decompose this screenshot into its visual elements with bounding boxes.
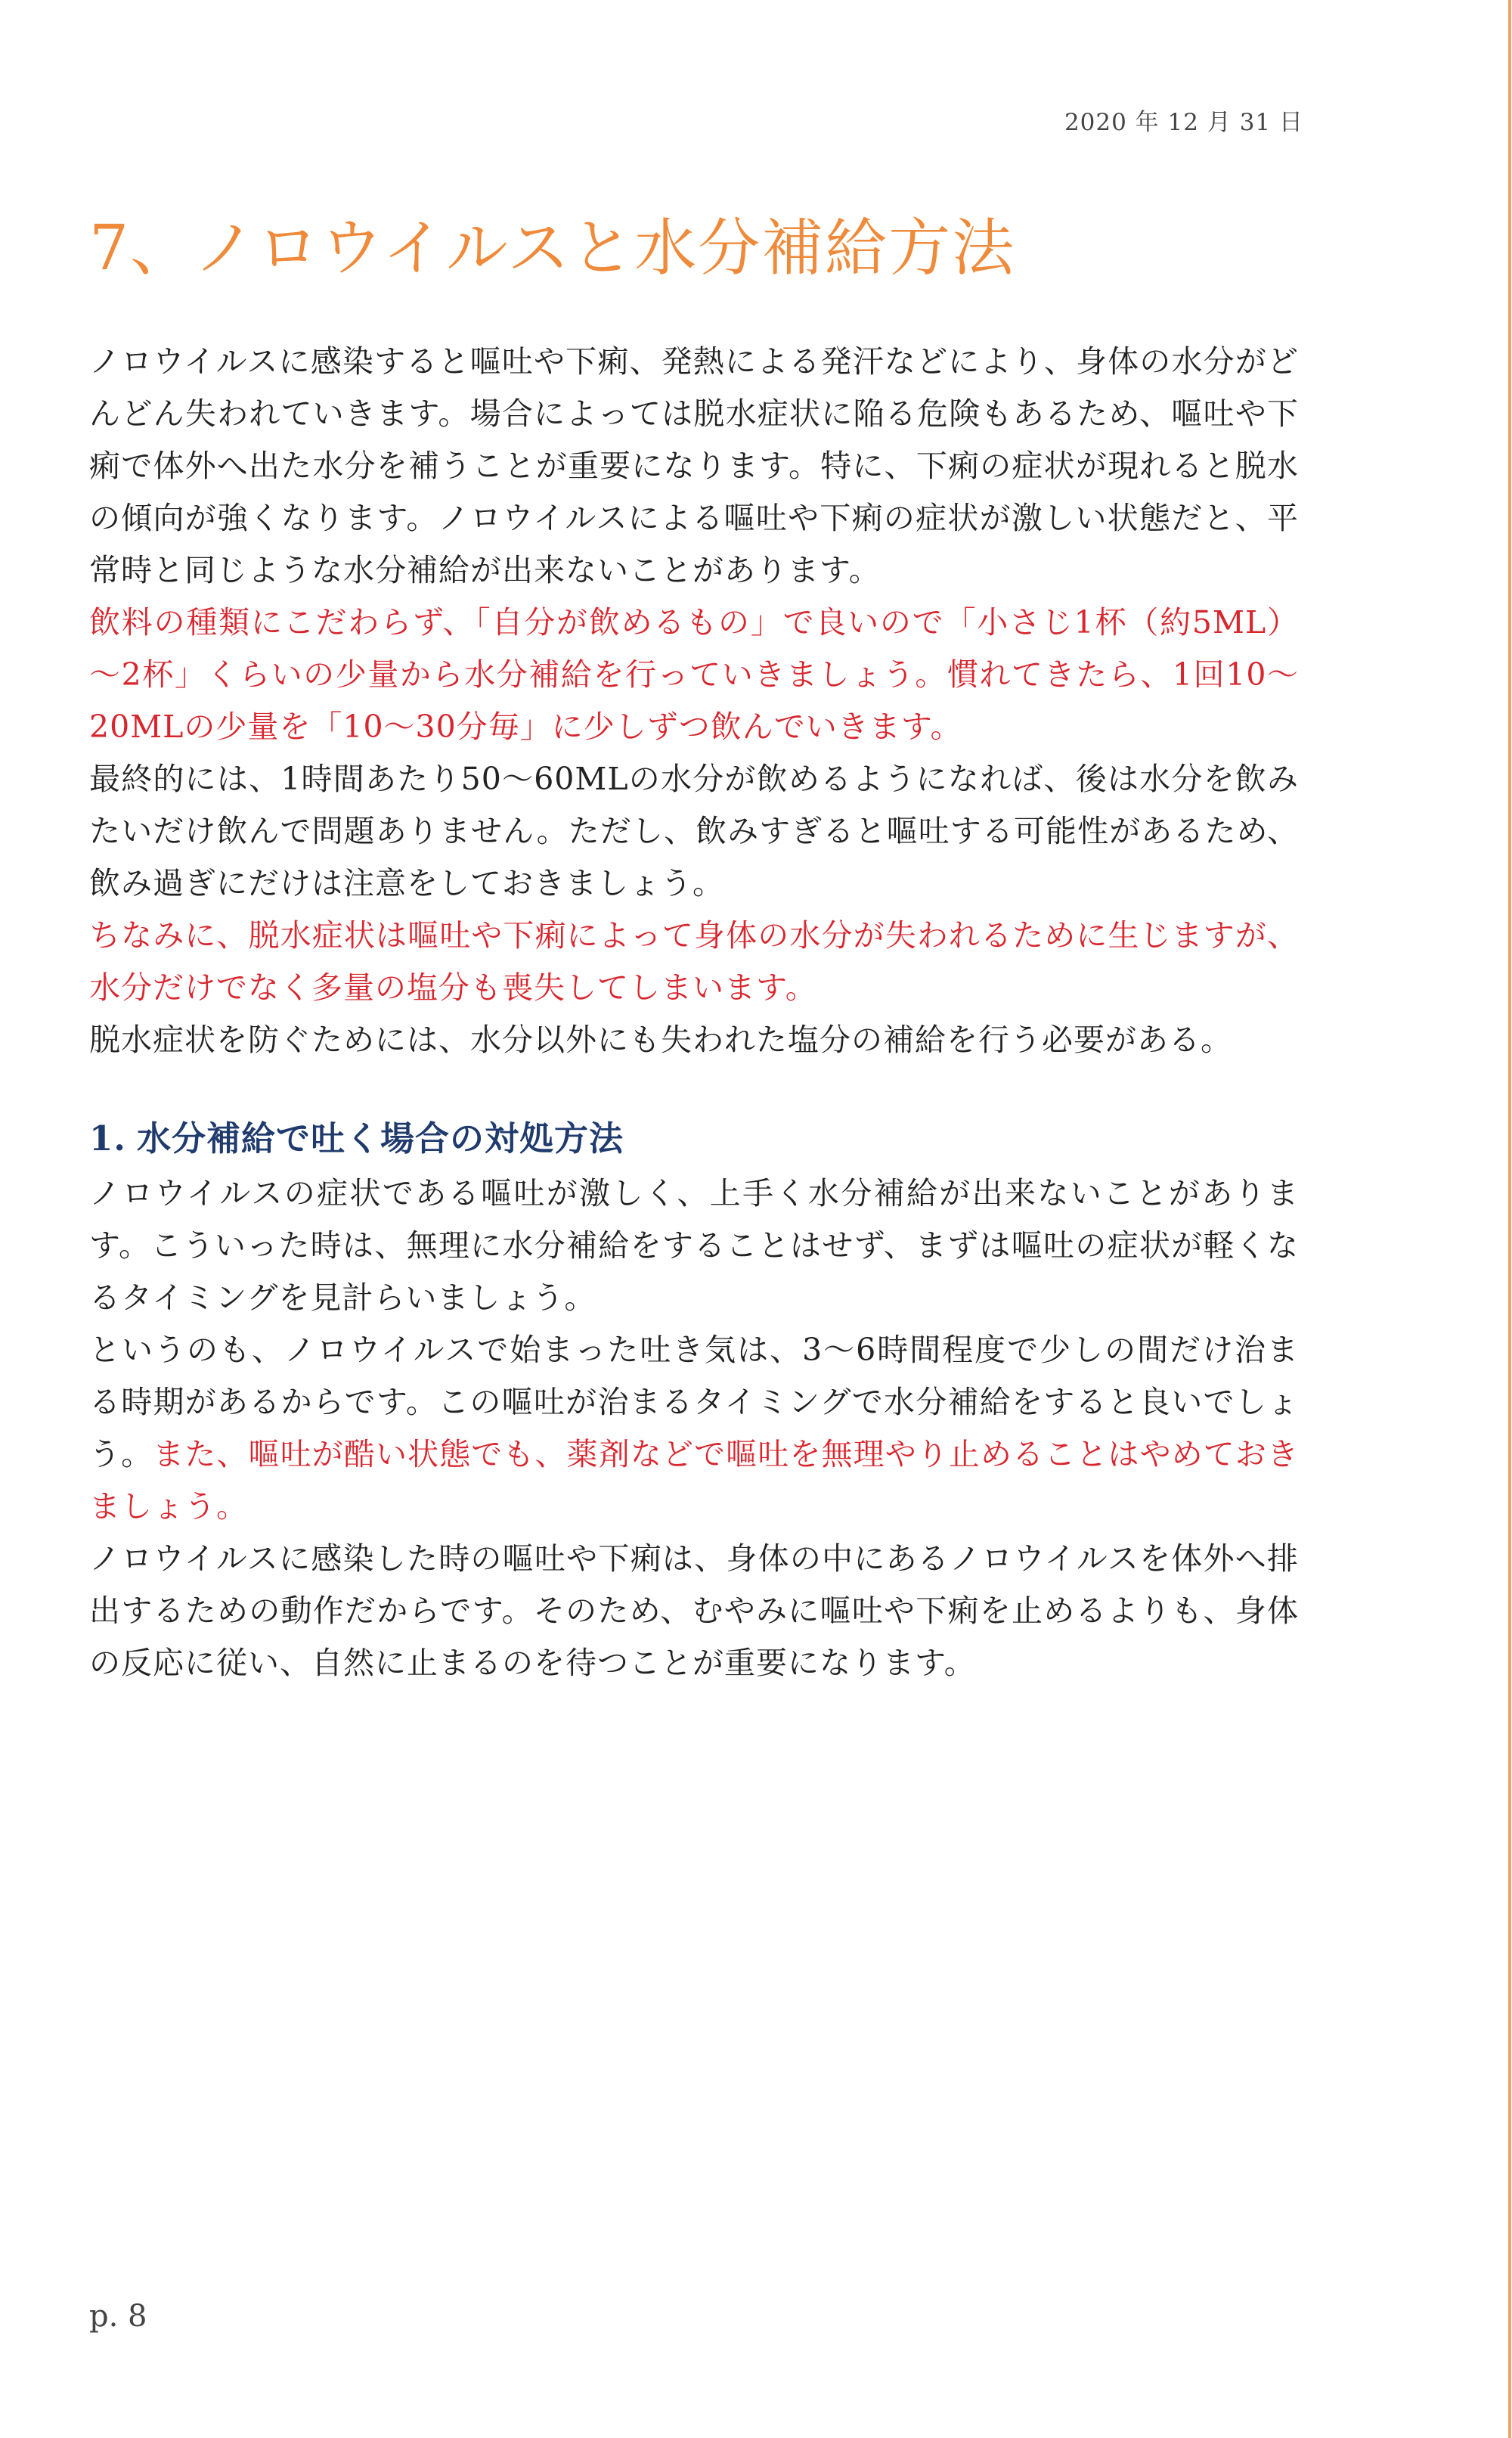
section-paragraph-2-emphasis: また、嘔吐が酷い状態でも、薬剤などで嘔吐を無理やり止めることはやめておきましょう。 (89, 1436, 1299, 1525)
section-paragraph-2-text: というのも、ノロウイルスで始まった吐き気は、3～6時間程度で少しの間だけ治まる時期があるからです。この嘔吐が治まるタイミングで水分補給をすると良いでしょう。 (89, 1332, 1299, 1472)
document-date: 2020 年 12 月 31 日 (1064, 109, 1303, 136)
section-number: 1. (89, 1118, 126, 1159)
section-paragraph-3: ノロウイルスに感染した時の嘔吐や下痢は、身体の中にあるノロウイルスを体外へ排出するための動作だからです。そのため、むやみに嘔吐や下痢を止めるよりも、身体の反応に従い、自然に止まるのを待つことが重要になります。 (89, 1540, 1299, 1681)
page-content (89, 336, 1299, 1689)
chapter-title: 7、ノロウイルスと水分補給方法 (89, 212, 1016, 284)
salt-loss-note-paragraph: ちなみに、脱水症状は嘔吐や下痢によって身体の水分が失われるために生じますが、水分だけでなく多量の塩分も喪失してしまいます。 (89, 917, 1299, 1006)
intro-paragraph-5: 脱水症状を防ぐためには、水分以外にも失われた塩分の補給を行う必要がある。 (89, 1022, 1232, 1058)
intro-paragraph-3: 最終的には、1時間あたり50～60MLの水分が飲めるようになれば、後は水分を飲みたいだけ飲んで問題ありません。ただし、飲みすぎると嘔吐する可能性があるため、飲み過ぎにだけは注意をしておきましょう。 (89, 761, 1299, 901)
section-title: 水分補給で吐く場合の対処方法 (136, 1118, 624, 1159)
section-heading (89, 1110, 1299, 1168)
page-number: p. 8 (89, 2299, 147, 2334)
hydration-tip-paragraph: 飲料の種類にこだわらず、「自分が飲めるもの」で良いので「小さじ1杯（約5ML）～2杯」くらいの少量から水分補給を行っていきましょう。慣れてきたら、1回10～20MLの少量を「10～30分毎」に少しずつ飲んでいきます。 (89, 604, 1299, 745)
intro-paragraph-1: ノロウイルスに感染すると嘔吐や下痢、発熱による発汗などにより、身体の水分がどんどん失われていきます。場合によっては脱水症状に陥る危険もあるため、嘔吐や下痢で体外へ出た水分を補うことが重要になります。特に、下痢の症状が現れると脱水の傾向が強くなります。ノロウイルスによる嘔吐や下痢の症状が激しい状態だと、平常時と同じような水分補給が出来ないことがあります。 (89, 343, 1299, 588)
page-edge-rule (1508, 0, 1511, 2438)
section-paragraph-1: ノロウイルスの症状である嘔吐が激しく、上手く水分補給が出来ないことがあります。こういった時は、無理に水分補給をすることはせず、まずは嘔吐の症状が軽くなるタイミングを見計らいましょう。 (89, 1175, 1299, 1316)
section-paragraph-2 (89, 1324, 1299, 1533)
